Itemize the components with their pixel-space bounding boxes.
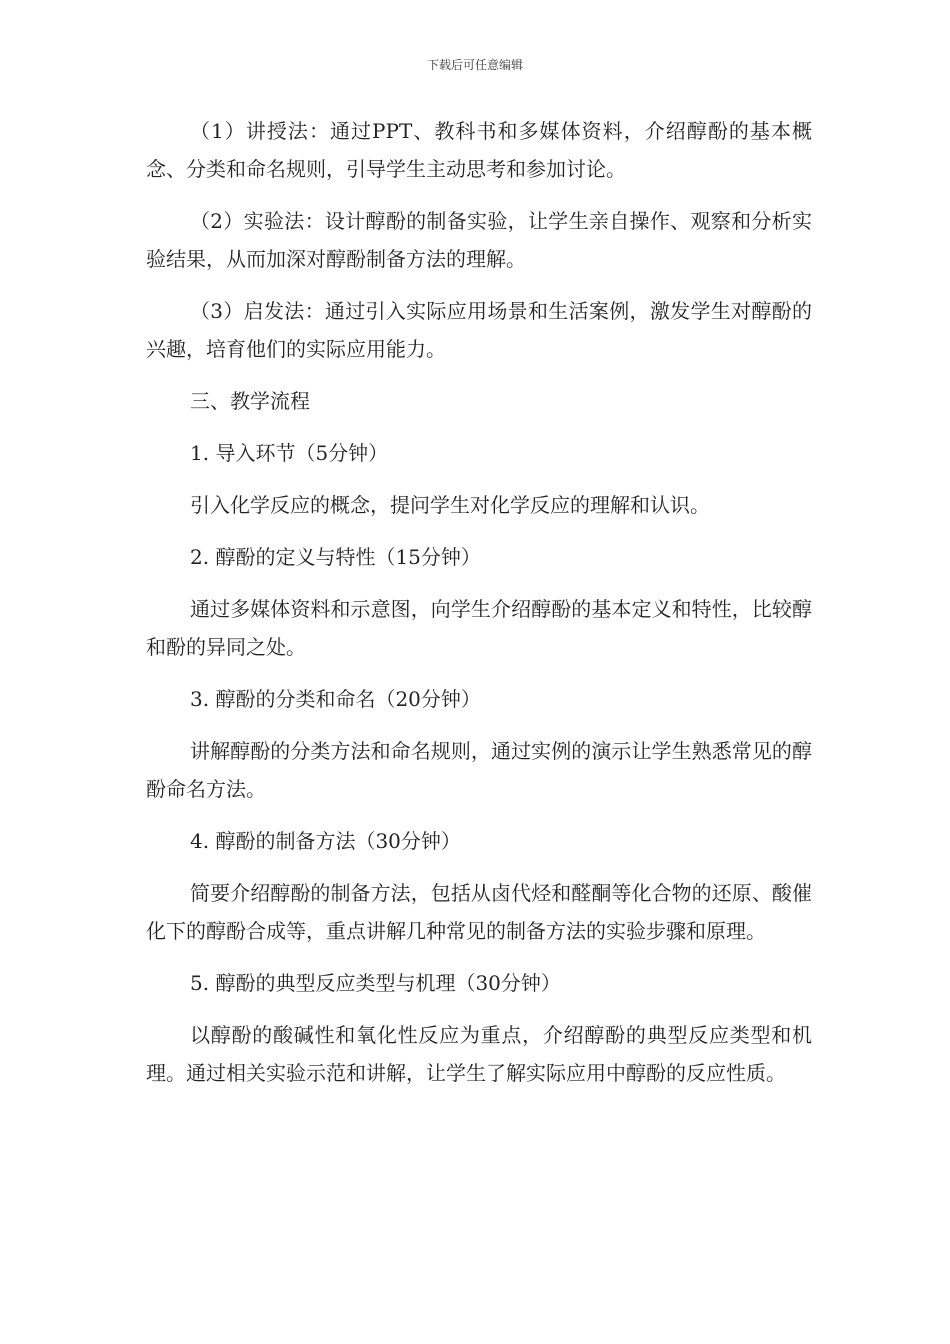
document-body xyxy=(146,112,812,1106)
step-heading-2: 2. 醇酚的定义与特性（15分钟） xyxy=(190,545,481,569)
paragraph-heuristic-method: （3）启发法：通过引入实际应用场景和生活案例，激发学生对醇酚的兴趣，培育他们的实际应用能力。 xyxy=(146,299,812,361)
step-body-2: 通过多媒体资料和示意图，向学生介绍醇酚的基本定义和特性，比较醇和酚的异同之处。 xyxy=(146,597,812,659)
step-body-5: 以醇酚的酸碱性和氧化性反应为重点，介绍醇酚的典型反应类型和机理。通过相关实验示范和讲解，让学生了解实际应用中醇酚的反应性质。 xyxy=(146,1023,812,1085)
step-body-1: 引入化学反应的概念，提问学生对化学反应的理解和认识。 xyxy=(190,493,710,517)
step-heading-4: 4. 醇酚的制备方法（30分钟） xyxy=(190,829,461,853)
paragraph-lecture-method: （1）讲授法：通过PPT、教科书和多媒体资料，介绍醇酚的基本概念、分类和命名规则，引导学生主动思考和参加讨论。 xyxy=(146,119,812,181)
step-heading-3: 3. 醇酚的分类和命名（20分钟） xyxy=(190,687,481,711)
page-header: 下载后可任意编辑 xyxy=(426,58,523,72)
step-body-3: 讲解醇酚的分类方法和命名规则，通过实例的演示让学生熟悉常见的醇酚命名方法。 xyxy=(146,739,812,801)
step-heading-1: 1. 导入环节（5分钟） xyxy=(190,441,389,465)
step-heading-5: 5. 醇酚的典型反应类型与机理（30分钟） xyxy=(190,971,561,995)
section-heading-teaching-process: 三、教学流程 xyxy=(190,389,310,413)
step-body-4: 简要介绍醇酚的制备方法，包括从卤代烃和醛酮等化合物的还原、酸催化下的醇酚合成等，重点讲解几种常见的制备方法的实验步骤和原理。 xyxy=(146,881,812,943)
paragraph-experiment-method: （2）实验法：设计醇酚的制备实验，让学生亲自操作、观察和分析实验结果，从而加深对醇酚制备方法的理解。 xyxy=(146,209,812,271)
